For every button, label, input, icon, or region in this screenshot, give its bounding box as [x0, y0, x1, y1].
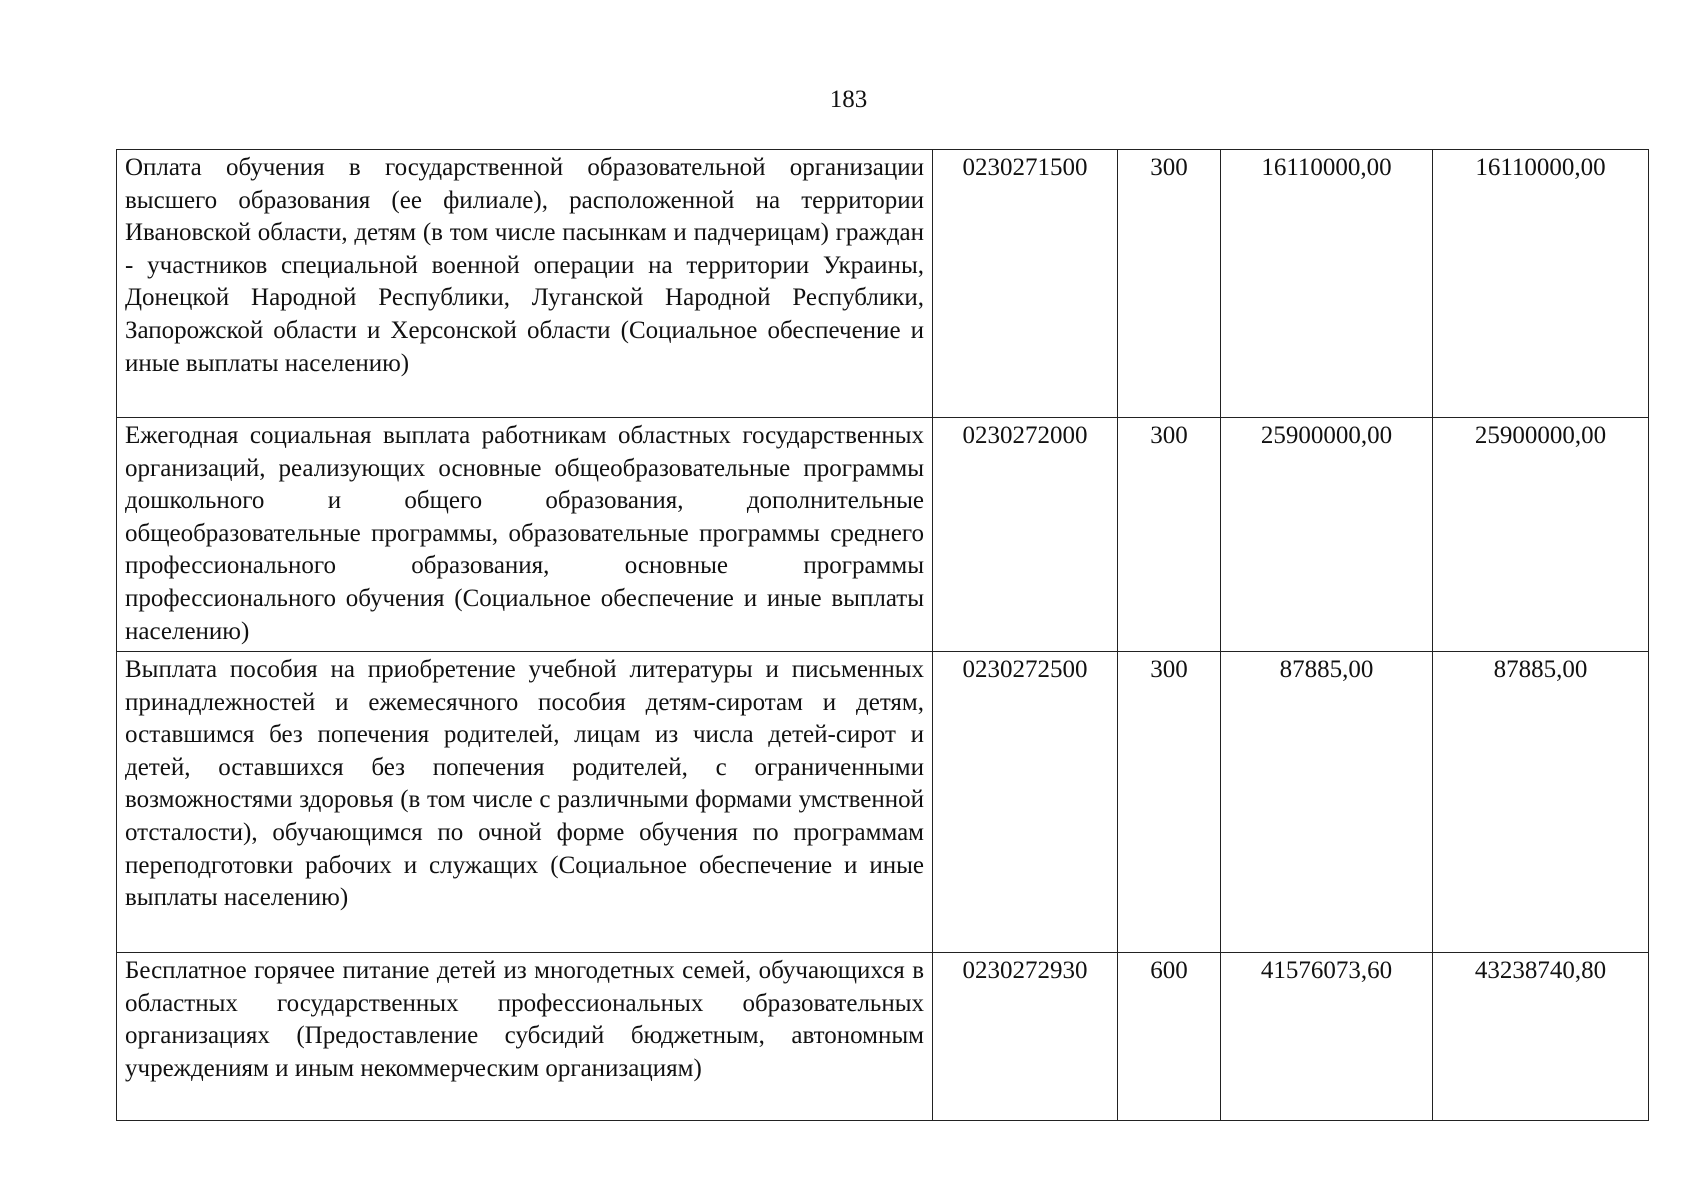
row-code: 0230272500 [933, 652, 1118, 953]
row-description: Бесплатное горячее питание детей из многодетных семей, обучающихся в областных государственных профессиональных образовательных организациях (Предоставление субсидий бюджетным, автономным учреждениям и иным некоммерческим организациям) [117, 953, 933, 1121]
row-expense-type: 300 [1118, 652, 1221, 953]
row-code: 0230272930 [933, 953, 1118, 1121]
table-row [117, 150, 1649, 418]
row-description: Ежегодная социальная выплата работникам областных государственных организаций, реализующих основные общеобразовательные программы дошкольного и общего образования, дополнительные общеобразовательные программы, образовательные программы среднего профессионального образования, основные программы профессионального обучения (Социальное обеспечение и иные выплаты населению) [117, 418, 933, 652]
row-amount-1: 87885,00 [1221, 652, 1433, 953]
row-amount-2: 25900000,00 [1433, 418, 1649, 652]
row-code: 0230271500 [933, 150, 1118, 418]
row-expense-type: 600 [1118, 953, 1221, 1121]
row-amount-1: 25900000,00 [1221, 418, 1433, 652]
row-code: 0230272000 [933, 418, 1118, 652]
row-expense-type: 300 [1118, 150, 1221, 418]
table-row [117, 652, 1649, 953]
table-row [117, 953, 1649, 1121]
row-expense-type: 300 [1118, 418, 1221, 652]
row-amount-1: 16110000,00 [1221, 150, 1433, 418]
row-amount-2: 16110000,00 [1433, 150, 1649, 418]
row-description: Выплата пособия на приобретение учебной литературы и письменных принадлежностей и ежемесячного пособия детям-сиротам и детям, оставшимся без попечения родителей, лицам из числа детей-сирот и детей, оставшихся без попечения родителей, с ограниченными возможностями здоровья (в том числе с различными формами умственной отсталости), обучающимся по очной форме обучения по программам переподготовки рабочих и служащих (Социальное обеспечение и иные выплаты населению) [117, 652, 933, 953]
row-amount-2: 87885,00 [1433, 652, 1649, 953]
row-description: Оплата обучения в государственной образовательной организации высшего образования (ее филиале), расположенной на территории Ивановской области, детям (в том числе пасынкам и падчерицам) граждан - участников специальной военной операции на территории Украины, Донецкой Народной Республики, Луганской Народной Республики, Запорожской области и Херсонской области (Социальное обеспечение и иные выплаты населению) [117, 150, 933, 418]
budget-table [116, 149, 1649, 1121]
row-amount-2: 43238740,80 [1433, 953, 1649, 1121]
row-amount-1: 41576073,60 [1221, 953, 1433, 1121]
table-row [117, 418, 1649, 652]
page-number: 183 [829, 86, 868, 113]
